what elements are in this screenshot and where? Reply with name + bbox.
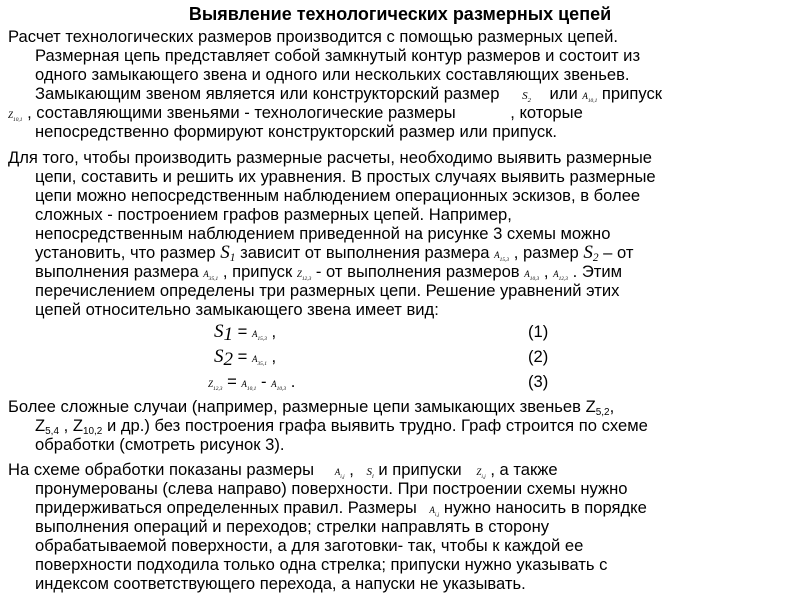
math-a351: $A_{35,1}$: [203, 269, 219, 282]
math-z101: $Z_{10,1}$: [8, 110, 23, 123]
equation-1-number: (1): [528, 322, 549, 341]
p1-line-2: Размерная цепь представляет собой замкнутый контур размеров и состоит из: [35, 46, 641, 65]
p2-line-9: цепей относительно замыкающего звена имеет вид:: [35, 300, 439, 319]
p2-line-7: выполнения размера $A_{35,1}$ , припуск $Z_{12,3}$ - от выполнения размеров $A_{10,3}$ , $A_{12,3}$ . Этим: [35, 262, 623, 282]
math-a103: $A_{10,3}$: [524, 269, 540, 282]
equation-3: $Z_{12,3} = A_{10,1} - A_{10,3}$ .: [208, 372, 296, 392]
p1-line-5: $Z_{10,1}$ , составляющими звеньями - технологические размеры , которые: [8, 103, 583, 123]
p4-line-6: поверхности подходила только одна стрелка; припуски нужно указывать с: [35, 555, 608, 574]
math-aij-2: $A_{i,j}$: [429, 505, 440, 518]
p1-line-1: Расчет технологических размеров производится с помощью размерных цепей.: [8, 27, 618, 46]
p2-line-6: установить, что размер $S_1$ зависит от выполнения размера $A_{15,3}$ , размер $S_2$ – от: [35, 242, 634, 264]
equation-1: $S_1 = A_{15,3}$ ,: [214, 321, 277, 345]
math-s2b: $S_2$: [583, 242, 599, 264]
p2-line-5: непосредственным наблюдением приведенной на рисунке 3 схемы можно: [35, 224, 611, 243]
p2-line-4: сложных - построением графов размерных цепей. Например,: [35, 205, 512, 224]
p4-line-4: выполнения операций и переходов; стрелки направлять в сторону: [35, 517, 550, 536]
math-a153: $A_{15,3}$: [494, 250, 510, 263]
p1-line-6: непосредственно формируют конструкторский размер или припуск.: [35, 122, 558, 141]
p2-line-3: цепи можно непосредственным наблюдением операционных эскизов, в более: [35, 186, 641, 205]
equation-3-number: (3): [528, 372, 549, 391]
p4-line-3: придерживаться определенных правил. Размеры $A_{i,j}$ нужно наносить в порядке: [35, 498, 647, 518]
math-aij: $A_{i,j}$: [334, 467, 345, 480]
p4-line-5: обрабатываемой поверхности, а для заготовки- так, чтобы к каждой ее: [35, 536, 584, 555]
p3-line-3: обработки (смотреть рисунок 3).: [35, 435, 285, 454]
math-a101: $A_{10,1}$: [582, 91, 598, 104]
math-z123: $Z_{12,3}$: [296, 269, 312, 282]
p1-line-4: Замыкающим звеном является или конструкторский размер $S_2$ или $A_{10,1}$ припуск: [35, 84, 663, 104]
p2-line-8: перечислением определены три размерных цепи. Решение уравнений этих: [35, 281, 620, 300]
math-s2: $S_2$: [522, 90, 531, 104]
math-zij: $Z_{i,j}$: [476, 467, 486, 480]
p1-line-3: одного замыкающего звена и одного или нескольких составляющих звеньев.: [35, 65, 630, 84]
equation-2-number: (2): [528, 347, 549, 366]
p2-line-2: цепи, составить и решить их уравнения. В простых случаях выявить размерные: [35, 167, 656, 186]
p3-line-2: $Z_{5,4}$ , $Z_{10,2}$ и др.) без построения графа выявить трудно. Граф строится по схеме: [35, 416, 648, 437]
p4-line-7: индексом соответствующего перехода, а напуски не указывать.: [35, 574, 526, 593]
page-title: Выявление технологических размерных цепей: [188, 4, 612, 24]
math-s1: $S_1$: [220, 242, 236, 264]
p4-line-1: На схеме обработки показаны размеры $A_{i,j}$ , $S_i$ и припуски $Z_{i,j}$ , а также: [8, 460, 558, 480]
math-a123: $A_{12,3}$: [553, 269, 568, 282]
math-si: $S_i$: [366, 466, 374, 480]
p4-line-2: пронумерованы (слева направо) поверхности. При построении схемы нужно: [35, 479, 628, 498]
p3-line-1: Более сложные случаи (например, размерные цепи замыкающих звеньев $Z_{5,2}$,: [8, 397, 615, 418]
p2-line-1: Для того, чтобы производить размерные расчеты, необходимо выявить размерные: [8, 148, 653, 167]
equation-2: $S_2 = A_{35,1}$ ,: [214, 346, 277, 370]
